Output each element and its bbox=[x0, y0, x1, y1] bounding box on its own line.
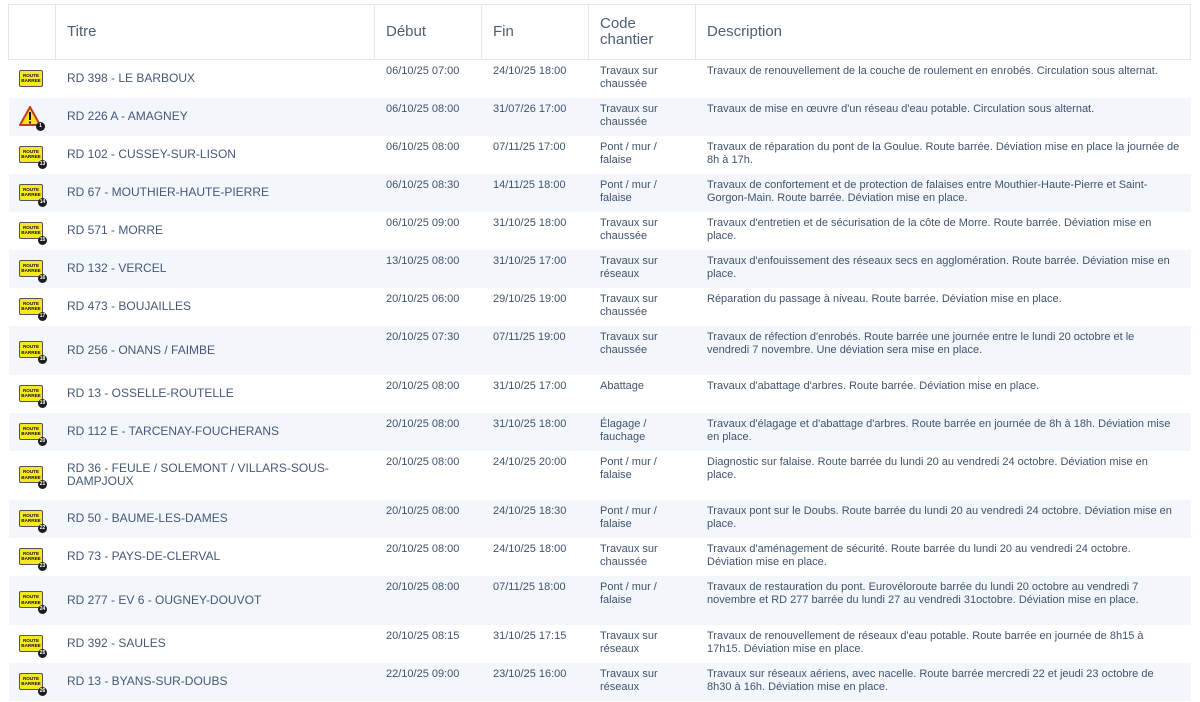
row-titre[interactable]: RD 256 - ONANS / FAIMBE bbox=[67, 342, 216, 357]
row-debut: 06/10/25 08:00 bbox=[386, 102, 460, 115]
table-row[interactable] bbox=[9, 500, 1191, 538]
sign-text-line1: ROUTE bbox=[22, 300, 40, 306]
sign-text-line1: ROUTE bbox=[22, 262, 40, 268]
table-row[interactable] bbox=[9, 625, 1191, 663]
table-row[interactable] bbox=[9, 413, 1191, 451]
row-titre[interactable]: RD 226 A - AMAGNEY bbox=[67, 109, 188, 123]
sign-text-line1: ROUTE bbox=[22, 425, 40, 431]
row-titre[interactable]: RD 112 E - TARCENAY-FOUCHERANS bbox=[67, 424, 280, 438]
row-icon-cell bbox=[9, 538, 56, 576]
row-icon-cell bbox=[9, 174, 56, 212]
row-code-chantier: Pont / mur / falaise bbox=[600, 580, 657, 606]
row-debut: 22/10/25 09:00 bbox=[386, 667, 460, 680]
row-icon-cell bbox=[9, 250, 56, 288]
sign-text-line1: ROUTE bbox=[22, 469, 40, 474]
table-row[interactable] bbox=[9, 98, 1191, 136]
sign-text-line2: BARREE bbox=[21, 518, 41, 523]
row-debut: 20/10/25 08:15 bbox=[386, 629, 460, 642]
header-description[interactable]: Description bbox=[696, 5, 1191, 60]
sign-text-line2: BARREE bbox=[21, 643, 41, 648]
table-row[interactable] bbox=[9, 288, 1191, 326]
row-code-chantier: Travaux sur réseaux bbox=[600, 254, 658, 280]
row-fin: 31/10/25 18:00 bbox=[493, 216, 567, 229]
row-code-chantier: Abattage bbox=[600, 379, 645, 392]
sign-text-line2: BARREE bbox=[21, 556, 41, 561]
row-description: Travaux de mise en œuvre d'un réseau d'eau potable. Circulation sous alternat. bbox=[707, 102, 1095, 115]
row-titre[interactable]: RD 13 - OSSELLE-ROUTELLE bbox=[67, 386, 234, 400]
row-titre[interactable]: RD 473 - BOUJAILLES bbox=[67, 299, 192, 313]
sign-text-line2: BARREE bbox=[21, 474, 41, 480]
row-code-chantier: Travaux sur chaussée bbox=[600, 65, 658, 90]
row-code-chantier: Travaux sur chaussée bbox=[600, 216, 658, 242]
row-code-chantier: Travaux sur chaussée bbox=[600, 292, 658, 318]
row-debut: 06/10/25 09:00 bbox=[386, 216, 460, 229]
sign-text-line1: ROUTE bbox=[22, 186, 40, 192]
row-fin: 31/10/25 17:00 bbox=[493, 254, 567, 267]
route-barree-icon bbox=[19, 145, 45, 165]
row-fin: 31/10/25 17:15 bbox=[493, 629, 567, 642]
route-barree-icon bbox=[19, 547, 45, 567]
row-code-chantier: Travaux sur réseaux bbox=[600, 667, 658, 693]
row-description: Travaux d'entretien et de sécurisation de la côte de Morre. Route barrée. Déviation mise en place. bbox=[707, 216, 1152, 242]
row-icon-cell bbox=[9, 451, 56, 500]
row-titre[interactable]: RD 132 - VERCEL bbox=[67, 261, 167, 275]
row-badge: 25 bbox=[39, 649, 46, 656]
row-badge: 22 bbox=[39, 524, 46, 531]
sign-text-line2: BARREE bbox=[21, 306, 41, 311]
row-fin: 23/10/25 16:00 bbox=[493, 667, 567, 680]
row-icon-cell bbox=[9, 288, 56, 326]
table-row[interactable] bbox=[9, 136, 1191, 174]
route-barree-icon bbox=[19, 509, 45, 529]
table-row[interactable] bbox=[9, 663, 1191, 701]
row-titre[interactable]: RD 277 - EV 6 - OUGNEY-DOUVOT bbox=[67, 592, 262, 607]
row-titre[interactable]: RD 571 - MORRE bbox=[67, 223, 164, 237]
row-icon-cell bbox=[9, 98, 56, 136]
header-titre[interactable]: Titre bbox=[56, 5, 375, 60]
row-titre[interactable]: RD 50 - BAUME-LES-DAMES bbox=[67, 511, 228, 525]
row-titre[interactable]: RD 392 - SAULES bbox=[67, 636, 166, 650]
row-description: Travaux d'abattage d'arbres. Route barrée. Déviation mise en place. bbox=[707, 379, 1040, 392]
row-titre[interactable]: RD 36 - FEULE / SOLEMONT / VILLARS-SOUS-DAMPJOUX bbox=[67, 461, 329, 488]
row-code-chantier: Élagage / fauchage bbox=[600, 417, 647, 443]
table-header-row bbox=[9, 5, 1191, 60]
route-barree-icon bbox=[19, 672, 45, 692]
row-fin: 07/11/25 17:00 bbox=[493, 140, 566, 153]
table-row[interactable] bbox=[9, 576, 1191, 625]
row-code-chantier: Pont / mur / falaise bbox=[600, 455, 657, 481]
row-titre[interactable]: RD 102 - CUSSEY-SUR-LISON bbox=[67, 147, 236, 161]
row-debut: 20/10/25 08:00 bbox=[386, 580, 460, 593]
row-icon-cell bbox=[9, 326, 56, 375]
row-badge: 19 bbox=[39, 399, 46, 406]
sign-text-line1: ROUTE bbox=[22, 637, 40, 643]
row-fin: 31/10/25 17:00 bbox=[493, 379, 567, 392]
row-fin: 24/10/25 18:00 bbox=[493, 542, 567, 555]
row-code-chantier: Pont / mur / falaise bbox=[600, 140, 657, 166]
row-badge: 21 bbox=[39, 481, 46, 487]
row-fin: 07/11/25 19:00 bbox=[493, 330, 566, 343]
row-debut: 20/10/25 08:00 bbox=[386, 379, 460, 392]
table-row[interactable] bbox=[9, 174, 1191, 212]
row-icon-cell bbox=[9, 375, 56, 413]
row-code-chantier: Travaux sur chaussée bbox=[600, 102, 658, 128]
header-code-chantier[interactable]: Code chantier bbox=[589, 5, 696, 60]
row-description: Travaux de renouvellement de réseaux d'eau potable. Route barrée en journée de 8h15 à 17h15. Déviation mise en place. bbox=[707, 629, 1144, 655]
row-fin: 31/10/25 18:00 bbox=[493, 417, 567, 430]
table-body bbox=[9, 60, 1191, 701]
sign-text-line2: BARREE bbox=[21, 154, 41, 159]
row-fin: 31/07/26 17:00 bbox=[493, 102, 567, 115]
row-icon-cell bbox=[9, 625, 56, 663]
row-description: Travaux sur réseaux aériens, avec nacelle. Route barrée mercredi 22 et jeudi 23 octobre de 8h30 à 16h. Déviation mise en place. bbox=[707, 667, 1154, 693]
row-description: Travaux de restauration du pont. Eurovéloroute barrée du lundi 20 octobre au vendredi 7 novembre et RD 277 barrée du lundi 27 au vendredi 31octobre. Déviation mise en place. bbox=[707, 580, 1139, 606]
row-debut: 20/10/25 08:00 bbox=[386, 504, 460, 517]
row-icon-cell bbox=[9, 413, 56, 451]
row-debut: 20/10/25 08:00 bbox=[386, 417, 460, 430]
route-barree-icon bbox=[19, 465, 45, 485]
row-debut: 06/10/25 07:00 bbox=[386, 65, 460, 77]
sign-text-line2: BARREE bbox=[21, 268, 41, 273]
row-code-chantier: Pont / mur / falaise bbox=[600, 504, 657, 530]
row-description: Travaux de renouvellement de la couche de roulement en enrobés. Circulation sous alternat. bbox=[707, 65, 1158, 77]
row-code-chantier: Pont / mur / falaise bbox=[600, 178, 657, 204]
sign-text-line1: ROUTE bbox=[22, 224, 40, 230]
row-titre[interactable]: RD 73 - PAYS-DE-CLERVAL bbox=[67, 549, 221, 563]
row-description: Travaux de réfection d'enrobés. Route barrée une journée entre le lundi 20 octobre et le vendredi 7 novembre. Une déviation sera mise en place. bbox=[707, 330, 1135, 356]
row-debut: 06/10/25 08:30 bbox=[386, 178, 460, 191]
row-fin: 24/10/25 20:00 bbox=[493, 455, 567, 468]
route-barree-icon bbox=[19, 634, 45, 654]
sign-text-line2: BARREE bbox=[21, 78, 41, 84]
route-barree-icon bbox=[19, 221, 45, 241]
sign-text-line2: BARREE bbox=[21, 599, 41, 605]
row-debut: 20/10/25 06:00 bbox=[386, 292, 460, 305]
row-description: Travaux de confortement et de protection de falaises entre Mouthier-Haute-Pierre et Saint-Gorgon-Main. Route barrée. Déviation mise en place. bbox=[707, 178, 1148, 204]
roadworks-table bbox=[8, 4, 1191, 701]
row-icon-cell bbox=[9, 576, 56, 625]
route-barree-icon bbox=[19, 590, 45, 610]
table-row[interactable] bbox=[9, 60, 1191, 98]
row-code-chantier: Travaux sur chaussée bbox=[600, 330, 658, 356]
sign-text-line1: ROUTE bbox=[22, 387, 40, 393]
row-icon-cell bbox=[9, 136, 56, 174]
row-description: Travaux pont sur le Doubs. Route barrée du lundi 20 au vendredi 24 octobre. Déviation mise en place. bbox=[707, 504, 1172, 530]
sign-text-line2: BARREE bbox=[21, 349, 41, 355]
row-description: Réparation du passage à niveau. Route barrée. Déviation mise en place. bbox=[707, 292, 1062, 305]
row-code-chantier: Travaux sur chaussée bbox=[600, 542, 658, 568]
sign-text-line1: ROUTE bbox=[22, 344, 40, 349]
row-description: Travaux de réparation du pont de la Goulue. Route barrée. Déviation mise en place la journée de 8h à 17h. bbox=[707, 140, 1180, 166]
sign-text-line2: BARREE bbox=[21, 681, 41, 686]
table-row[interactable] bbox=[9, 375, 1191, 413]
row-badge: 15 bbox=[39, 236, 46, 243]
row-badge: 23 bbox=[39, 562, 46, 569]
header-icon bbox=[9, 5, 56, 60]
row-badge: 26 bbox=[39, 687, 46, 694]
route-barree-icon bbox=[19, 183, 45, 203]
row-titre[interactable]: RD 398 - LE BARBOUX bbox=[67, 71, 196, 86]
sign-text-line1: ROUTE bbox=[22, 512, 40, 518]
row-icon-cell bbox=[9, 663, 56, 701]
sign-text-line2: BARREE bbox=[21, 230, 41, 235]
row-debut: 06/10/25 08:00 bbox=[386, 140, 460, 153]
row-badge: 14 bbox=[39, 198, 46, 205]
row-description: Travaux d'élagage et d'abattage d'arbres. Route barrée en journée de 8h à 18h. Déviation mise en place. bbox=[707, 417, 1171, 443]
sign-text-line2: BARREE bbox=[21, 192, 41, 197]
row-icon-cell bbox=[9, 500, 56, 538]
row-code-chantier: Travaux sur réseaux bbox=[600, 629, 658, 655]
sign-text-line1: ROUTE bbox=[22, 594, 40, 599]
row-badge: 1 bbox=[36, 122, 45, 131]
route-barree-icon bbox=[19, 384, 45, 404]
warning-icon bbox=[19, 106, 45, 128]
table-row[interactable] bbox=[9, 212, 1191, 250]
table-row[interactable] bbox=[9, 250, 1191, 288]
header-debut[interactable]: Début bbox=[375, 5, 482, 60]
row-debut: 20/10/25 07:30 bbox=[386, 330, 460, 343]
sign-text-line1: ROUTE bbox=[22, 148, 40, 154]
route-barree-icon bbox=[19, 422, 45, 442]
route-barree-icon bbox=[19, 259, 45, 279]
row-description: Diagnostic sur falaise. Route barrée du lundi 20 au vendredi 24 octobre. Déviation mise en place. bbox=[707, 455, 1148, 481]
row-icon-cell bbox=[9, 60, 56, 98]
table-row[interactable] bbox=[9, 538, 1191, 576]
route-barree-icon bbox=[19, 340, 45, 360]
row-badge: 24 bbox=[39, 606, 46, 612]
row-icon-cell bbox=[9, 212, 56, 250]
sign-text-line2: BARREE bbox=[21, 431, 41, 436]
sign-text-line1: ROUTE bbox=[22, 550, 40, 556]
table-row[interactable] bbox=[9, 326, 1191, 375]
row-description: Travaux d'aménagement de sécurité. Route barrée du lundi 20 au vendredi 24 octobre. Déviation mise en place. bbox=[707, 542, 1131, 568]
row-fin: 14/11/25 18:00 bbox=[493, 178, 566, 191]
row-fin: 07/11/25 18:00 bbox=[493, 580, 566, 593]
sign-text-line2: BARREE bbox=[21, 393, 41, 398]
route-barree-icon bbox=[19, 297, 45, 317]
row-badge: 18 bbox=[39, 356, 46, 362]
table-row[interactable] bbox=[9, 451, 1191, 500]
header-fin[interactable]: Fin bbox=[482, 5, 589, 60]
row-fin: 24/10/25 18:00 bbox=[493, 65, 567, 77]
sign-text-line1: ROUTE bbox=[22, 72, 40, 78]
sign-text-line1: ROUTE bbox=[22, 675, 40, 681]
row-badge: 13 bbox=[39, 160, 46, 167]
row-fin: 24/10/25 18:30 bbox=[493, 504, 567, 517]
roadworks-table-container bbox=[8, 4, 1191, 701]
row-badge: 16 bbox=[39, 274, 46, 281]
row-badge: 17 bbox=[39, 312, 46, 319]
row-description: Travaux d'enfouissement des réseaux secs en agglomération. Route barrée. Déviation mise en place. bbox=[707, 254, 1170, 280]
route-barree-icon bbox=[19, 69, 45, 89]
row-debut: 20/10/25 08:00 bbox=[386, 455, 460, 468]
row-titre[interactable]: RD 13 - BYANS-SUR-DOUBS bbox=[67, 674, 228, 688]
row-debut: 13/10/25 08:00 bbox=[386, 254, 460, 267]
row-debut: 20/10/25 08:00 bbox=[386, 542, 460, 555]
row-badge: 20 bbox=[39, 437, 46, 444]
row-fin: 29/10/25 19:00 bbox=[493, 292, 567, 305]
row-titre[interactable]: RD 67 - MOUTHIER-HAUTE-PIERRE bbox=[67, 185, 270, 199]
